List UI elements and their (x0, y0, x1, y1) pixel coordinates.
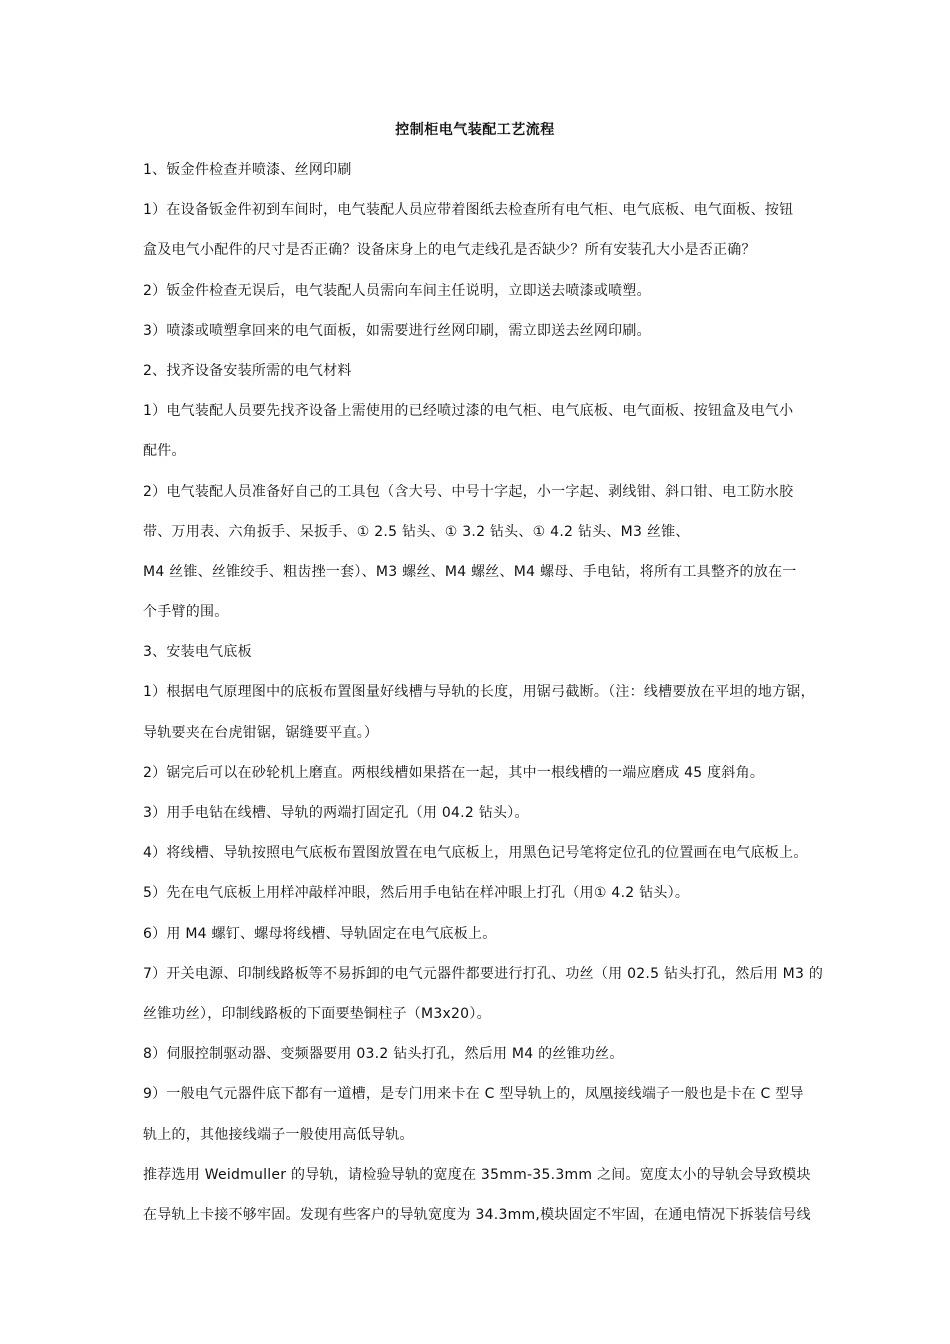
paragraph-line: 推荐选用 Weidmuller 的导轨，请检验导轨的宽度在 35mm-35.3mm 之间。宽度太小的导轨会导致模块 (143, 1166, 811, 1183)
paragraph-line: 2）电气装配人员准备好自己的工具包（含大号、中号十字起，小一字起、剥线钳、斜口钳、电工防水胶 (143, 483, 794, 500)
paragraph-line: 3）喷漆或喷塑拿回来的电气面板，如需要进行丝网印刷，需立即送去丝网印刷。 (143, 322, 651, 339)
paragraph-line: 配件。 (143, 443, 186, 460)
paragraph-line: 9）一般电气元器件底下都有一道槽，是专门用来卡在 C 型导轨上的，凤凰接线端子一般也是卡在 C 型导 (143, 1086, 804, 1103)
heading-2: 2、找齐设备安装所需的电气材料 (143, 362, 352, 379)
paragraph-line: 1）电气装配人员要先找齐设备上需使用的已经喷过漆的电气柜、电气底板、电气面板、按钮盒及电气小 (143, 403, 794, 420)
paragraph-line: 4）将线槽、导轨按照电气底板布置图放置在电气底板上，用黑色记号笔将定位孔的位置画在电气底板上。 (143, 845, 808, 862)
paragraph-line: 5）先在电气底板上用样冲敲样冲眼，然后用手电钻在样冲眼上打孔（用① 4.2 钻头）。 (143, 885, 690, 902)
paragraph-line: 2）锯完后可以在砂轮机上磨直。两根线槽如果搭在一起，其中一根线槽的一端应磨成 45 度斜角。 (143, 764, 765, 781)
paragraph-line: 盒及电气小配件的尺寸是否正确？设备床身上的电气走线孔是否缺少？所有安装孔大小是否正确？ (143, 242, 756, 259)
paragraph-line: 丝锥功丝），印制线路板的下面要垫铜柱子（M3x20）。 (143, 1005, 491, 1022)
paragraph-line: 在导轨上卡接不够牢固。发现有些客户的导轨宽度为 34.3mm,模块固定不牢固，在通电情况下拆装信号线 (143, 1206, 811, 1223)
paragraph-line: 2）钣金件检查无误后，电气装配人员需向车间主任说明，立即送去喷漆或喷塑。 (143, 282, 651, 299)
paragraph-line: 轨上的，其他接线端子一般使用高低导轨。 (143, 1126, 414, 1143)
heading-3: 3、安装电气底板 (143, 644, 252, 661)
paragraph-line: 导轨要夹在台虎钳锯，锯缝要平直。） (143, 724, 379, 741)
document-body (143, 150, 888, 1235)
paragraph-line: 带、万用表、六角扳手、呆扳手、① 2.5 钻头、① 3.2 钻头、① 4.2 钻头、M3 丝锥、 (143, 523, 690, 540)
document-title: 控制柜电气装配工艺流程 (395, 122, 555, 138)
paragraph-line: 3）用手电钻在线槽、导轨的两端打固定孔（用 04.2 钻头）。 (143, 805, 529, 821)
paragraph-line: 个手臂的围。 (143, 604, 229, 621)
paragraph-line: 7）开关电源、印制线路板等不易拆卸的电气元器件都要进行打孔、功丝（用 02.5 钻头打孔，然后用 M3 的 (143, 965, 824, 982)
heading-1: 1、钣金件检查并喷漆、丝网印刷 (143, 162, 352, 178)
paragraph-line: 1）在设备钣金件初到车间时，电气装配人员应带着图纸去检查所有电气柜、电气底板、电气面板、按钮 (143, 202, 794, 219)
paragraph-line: M4 丝锥、丝锥绞手、粗齿挫一套）、M3 螺丝、M4 螺丝、M4 螺母、手电钻，将所有工具整齐的放在一 (143, 563, 797, 580)
paragraph-line: 6）用 M4 螺钉、螺母将线槽、导轨固定在电气底板上。 (143, 925, 497, 942)
paragraph-line: 1）根据电气原理图中的底板布置图量好线槽与导轨的长度，用锯弓截断。（注：线槽要放在平坦的地方锯， (143, 684, 815, 701)
paragraph-line: 8）伺服控制驱动器、变频器要用 03.2 钻头打孔，然后用 M4 的丝锥功丝。 (143, 1046, 624, 1063)
